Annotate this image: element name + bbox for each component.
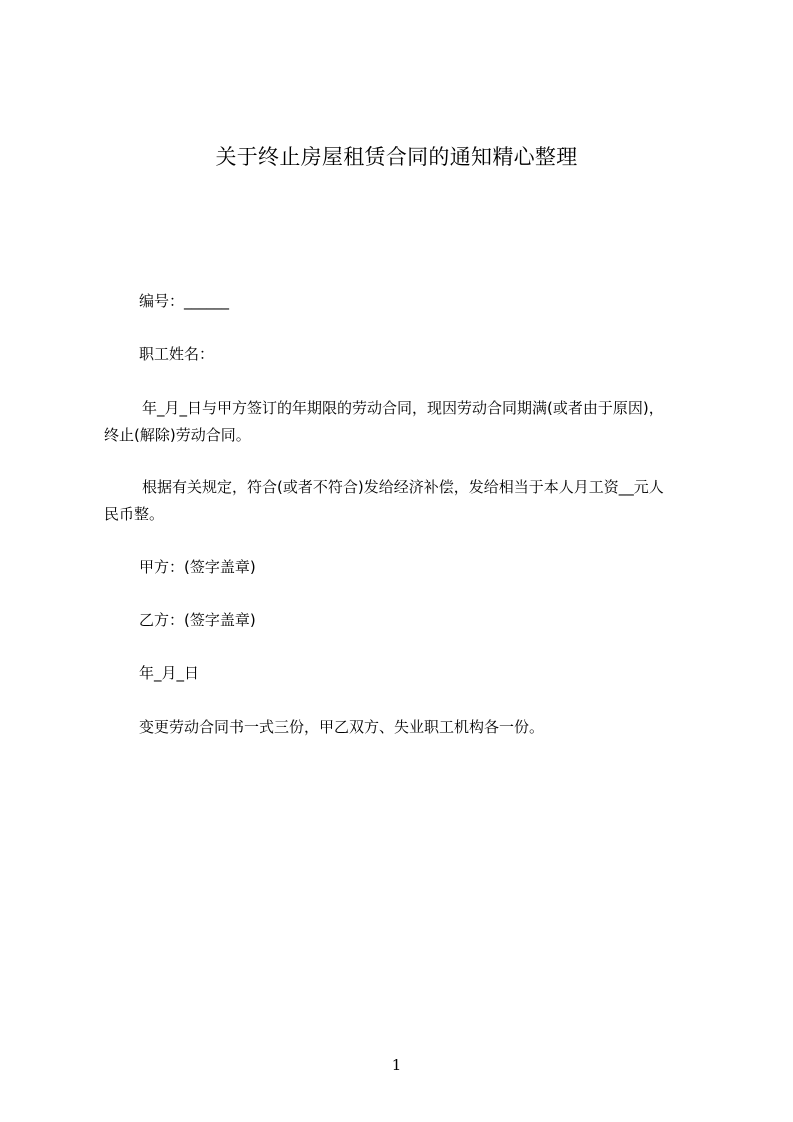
compensation-line-2: 民币整。 [104,505,165,523]
date-line [104,660,694,687]
date-text: 年_月_日 [139,664,200,682]
compensation-text-1: 根据有关规定，符合(或者不符合)发给经济补偿，发给相当于本人月工资__元人 [142,478,664,496]
contract-end-paragraph [104,395,694,449]
employee-name-line [104,341,694,368]
number-line-text: 编号：______ [139,292,230,310]
contract-end-line-2: 终止(解除)劳动合同。 [104,426,251,444]
compensation-paragraph [104,474,694,528]
contract-end-line-1 [104,395,694,422]
page-number: 1 [391,1056,402,1074]
party-b-line [104,607,694,634]
party-a-text: 甲方：(签字盖章) [139,558,256,576]
contract-end-text-1: 年_月_日与甲方签订的年期限的劳动合同，现因劳动合同期满(或者由于原因)， [142,399,664,417]
document-title: 关于终止房屋租赁合同的通知精心整理 [215,145,578,169]
party-a-line [104,554,694,581]
copies-note-text: 变更劳动合同书一式三份，甲乙双方、失业职工机构各一份。 [139,718,545,736]
party-b-text: 乙方：(签字盖章) [139,611,256,629]
compensation-line-1 [104,474,694,501]
number-line [104,288,694,315]
copies-note-line [104,714,694,741]
employee-name-text: 职工姓名： [139,345,215,363]
